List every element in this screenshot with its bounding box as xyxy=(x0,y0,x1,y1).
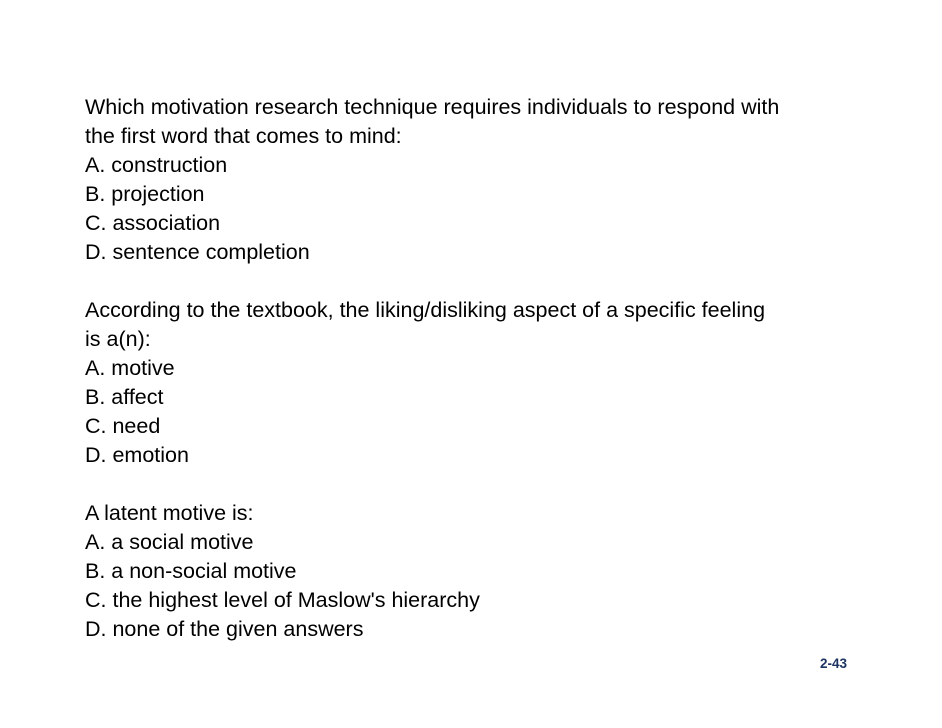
question-3-option-c: C. the highest level of Maslow's hierarchy xyxy=(85,588,480,612)
question-2-stem-line-1: According to the textbook, the liking/disliking aspect of a specific feeling xyxy=(85,298,766,322)
question-1-option-b: B. projection xyxy=(85,182,205,206)
question-2-option-a: A. motive xyxy=(85,356,175,380)
question-list xyxy=(85,93,885,673)
question-2-option-c: C. need xyxy=(85,414,161,438)
question-1-option-c: C. association xyxy=(85,211,221,235)
question-2 xyxy=(85,296,885,470)
question-1-option-a: A. construction xyxy=(85,153,228,177)
question-3 xyxy=(85,499,885,644)
question-3-option-b: B. a non-social motive xyxy=(85,559,297,583)
question-2-option-d: D. emotion xyxy=(85,443,189,467)
question-3-option-d: D. none of the given answers xyxy=(85,617,364,641)
question-1-stem-line-2: the first word that comes to mind: xyxy=(85,124,402,148)
question-3-option-a: A. a social motive xyxy=(85,530,254,554)
question-1 xyxy=(85,93,885,267)
question-2-stem-line-2: is a(n): xyxy=(85,327,151,351)
question-1-stem-line-1: Which motivation research technique requires individuals to respond with xyxy=(85,95,780,119)
question-3-stem-line-1: A latent motive is: xyxy=(85,501,254,525)
page-number: 2-43 xyxy=(820,656,848,671)
question-2-option-b: B. affect xyxy=(85,385,164,409)
question-1-option-d: D. sentence completion xyxy=(85,240,310,264)
